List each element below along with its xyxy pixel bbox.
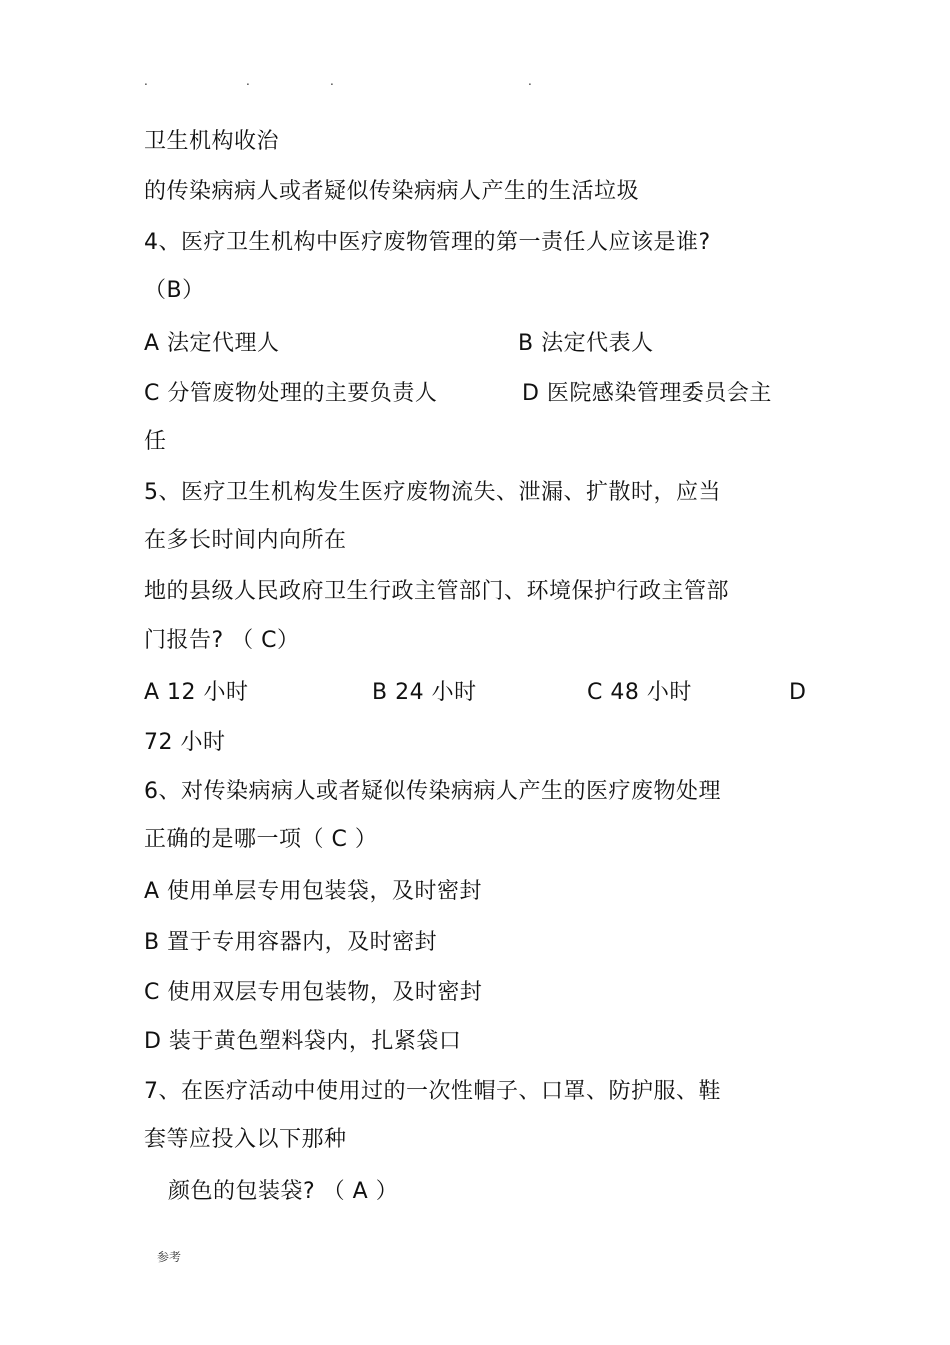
question-7: 7、在医疗活动中使用过的一次性帽子、口罩、防护服、鞋	[144, 1079, 721, 1104]
option-a: A 法定代理人	[144, 331, 280, 356]
question-6: 6、对传染病病人或者疑似传染病病人产生的医疗废物处理	[144, 779, 721, 804]
option-d-continued: 72 小时	[144, 730, 226, 755]
option-d: D	[789, 680, 807, 705]
question-5: 5、医疗卫生机构发生医疗废物流失、泄漏、扩散时，应当	[144, 480, 721, 505]
page-footer: 参考	[157, 1250, 182, 1264]
question-4-answer: （B）	[144, 278, 205, 303]
option-b: B 置于专用容器内，及时密封	[144, 930, 438, 955]
header-dot: .	[246, 74, 250, 88]
option-c: C 分管废物处理的主要负责人	[144, 381, 438, 406]
option-c: C 48 小时	[587, 680, 692, 705]
question-7-answer: 颜色的包装袋? （ A ）	[168, 1179, 399, 1204]
question-7-line-2: 套等应投入以下那种	[144, 1127, 347, 1152]
option-a: A 12 小时	[144, 680, 249, 705]
question-5-line-3: 地的县级人民政府卫生行政主管部门、环境保护行政主管部	[144, 579, 730, 604]
option-d-continued: 任	[144, 429, 167, 454]
option-c: C 使用双层专用包装物，及时密封	[144, 980, 483, 1005]
option-d: D 医院感染管理委员会主	[522, 381, 772, 406]
question-4: 4、医疗卫生机构中医疗废物管理的第一责任人应该是谁?	[144, 230, 711, 255]
text-line: 卫生机构收治	[144, 129, 280, 154]
header-dot: .	[528, 74, 532, 88]
question-6-answer: 正确的是哪一项（ C ）	[144, 827, 378, 852]
header-dot: .	[144, 74, 148, 88]
option-a: A 使用单层专用包装袋，及时密封	[144, 879, 483, 904]
option-b: B 法定代表人	[518, 331, 654, 356]
question-5-line-2: 在多长时间内向所在	[144, 528, 347, 553]
header-dot: .	[330, 74, 334, 88]
option-b: B 24 小时	[372, 680, 477, 705]
option-d: D 装于黄色塑料袋内，扎紧袋口	[144, 1029, 462, 1054]
question-5-answer: 门报告? （ C）	[144, 628, 300, 653]
text-line: 的传染病病人或者疑似传染病病人产生的生活垃圾	[144, 179, 640, 204]
